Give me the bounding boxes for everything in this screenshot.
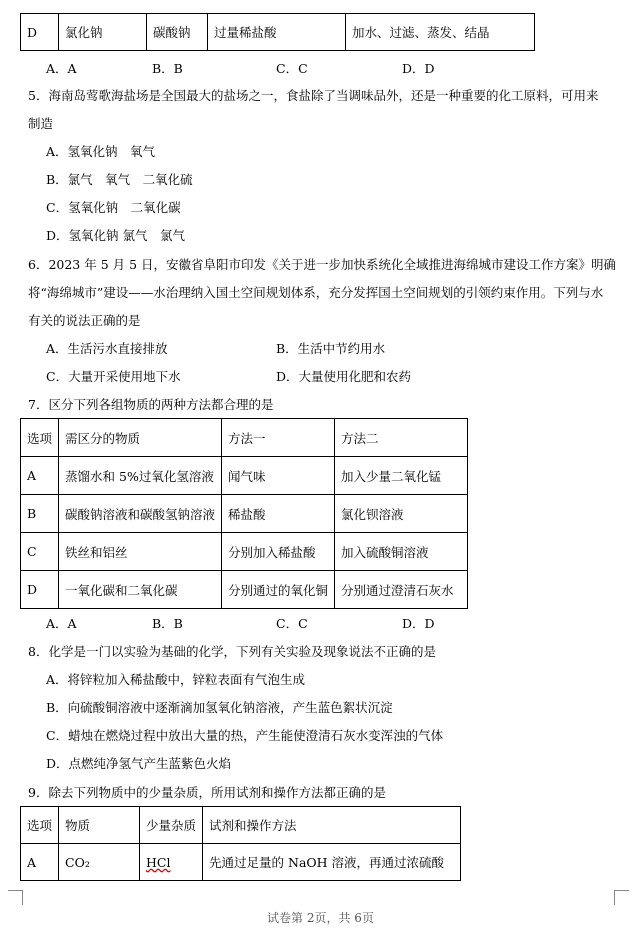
table-cell: 蒸馏水和 5%过氧化氢溶液: [59, 457, 222, 495]
table-row: [21, 571, 468, 609]
table-header-cell: 物质: [59, 807, 140, 844]
q6-option-c: C．大量开采使用地下水: [46, 369, 181, 384]
table-cell: 加水、过滤、蒸发、结晶: [346, 14, 535, 51]
q6-option-d: D．大量使用化肥和农药: [276, 369, 412, 384]
q7-option-a: A．A: [46, 616, 77, 631]
table-cell: 加入硫酸铜溶液: [335, 533, 468, 571]
table-header-cell: 方法二: [335, 419, 468, 457]
q4-option-b: B．B: [152, 61, 183, 76]
table-cell: 氯化钠: [59, 14, 147, 51]
q4-option-d: D．D: [402, 61, 435, 76]
q7-table: [20, 418, 468, 609]
q8-option-c: C．蜡烛在燃烧过程中放出大量的热，产生能使澄清石灰水变浑浊的气体: [46, 728, 444, 743]
table-cell: A: [21, 457, 59, 495]
table-header-cell: 试剂和操作方法: [203, 807, 461, 844]
table-cell: B: [21, 495, 59, 533]
q5-stem-line1: 5．海南岛莺歌海盐场是全国最大的盐场之一，食盐除了当调味品外，还是一种重要的化工原料，可用来: [28, 88, 599, 103]
q6-option-b: B．生活中节约用水: [276, 341, 386, 356]
crop-mark-right: [614, 890, 629, 905]
table-header-row: [21, 419, 468, 457]
q8-stem: 8．化学是一门以实验为基础的化学，下列有关实验及现象说法不正确的是: [28, 644, 436, 659]
table-cell: 分别加入稀盐酸: [222, 533, 335, 571]
table-cell: 加入少量二氧化锰: [335, 457, 468, 495]
table-cell: 分别通过澄清石灰水: [335, 571, 468, 609]
page-footer: 试卷第 2页，共 6页: [267, 911, 374, 925]
table-cell: 过量稀盐酸: [208, 14, 346, 51]
q7-stem: 7．区分下列各组物质的两种方法都合理的是: [28, 397, 274, 412]
q8-option-d: D．点燃纯净氢气产生蓝紫色火焰: [46, 756, 232, 771]
table-header-cell: 方法一: [222, 419, 335, 457]
table-cell: 碳酸钠: [147, 14, 208, 51]
table-header-cell: 选项: [21, 419, 59, 457]
table-row: [21, 14, 535, 51]
q5-stem-line2: 制造: [28, 116, 54, 131]
q5-option-d: D．氢氧化钠 氯气 氯气: [46, 228, 185, 243]
table-row: [21, 495, 468, 533]
q5-option-c: C．氢氧化钠 二氧化碳: [46, 200, 181, 215]
q8-option-a: A．将锌粒加入稀盐酸中，锌粒表面有气泡生成: [46, 672, 306, 687]
q6-stem-line3: 有关的说法正确的是: [28, 313, 141, 328]
q6-stem-line1: 6．2023 年 5 月 5 日，安徽省阜阳市印发《关于进一步加快系统化全域推进海绵城市建设工作方案》明确: [28, 257, 617, 272]
q4-table: [20, 13, 535, 51]
q7-option-b: B．B: [152, 616, 183, 631]
q6-option-a: A．生活污水直接排放: [46, 341, 168, 356]
crop-mark-left: [8, 890, 23, 905]
table-cell: C: [21, 533, 59, 571]
table-cell: HCl: [140, 844, 203, 881]
q9-stem: 9．除去下列物质中的少量杂质，所用试剂和操作方法都正确的是: [28, 785, 386, 800]
table-row: [21, 457, 468, 495]
table-cell: CO₂: [59, 844, 140, 881]
q4-option-a: A．A: [46, 61, 77, 76]
table-header-cell: 选项: [21, 807, 59, 844]
q5-option-b: B．氯气 氧气 二氧化硫: [46, 172, 193, 187]
table-cell: 一氧化碳和二氧化碳: [59, 571, 222, 609]
q8-option-b: B．向硫酸铜溶液中逐渐滴加氢氧化钠溶液，产生蓝色絮状沉淀: [46, 700, 393, 715]
q6-stem-line2: 将“海绵城市”建设——水治理纳入国土空间规划体系，充分发挥国土空间规划的引领约束作用。下列与水: [28, 285, 604, 300]
table-row: [21, 533, 468, 571]
table-cell: D: [21, 571, 59, 609]
q7-option-d: D．D: [402, 616, 435, 631]
table-cell: A: [21, 844, 59, 881]
table-cell: 分别通过的氧化铜: [222, 571, 335, 609]
table-cell: 先通过足量的 NaOH 溶液，再通过浓硫酸: [203, 844, 461, 881]
table-row: [21, 844, 461, 881]
table-cell: 稀盐酸: [222, 495, 335, 533]
table-cell: 氯化钡溶液: [335, 495, 468, 533]
q4-option-c: C．C: [276, 61, 308, 76]
table-header-cell: 少量杂质: [140, 807, 203, 844]
q7-option-c: C．C: [276, 616, 308, 631]
table-header-cell: 需区分的物质: [59, 419, 222, 457]
table-cell: 铁丝和铝丝: [59, 533, 222, 571]
q5-option-a: A．氢氧化钠 氧气: [46, 144, 156, 159]
table-header-row: [21, 807, 461, 844]
q9-table: [20, 806, 461, 881]
table-cell: D: [21, 14, 59, 51]
table-cell: 闻气味: [222, 457, 335, 495]
table-cell: 碳酸钠溶液和碳酸氢钠溶液: [59, 495, 222, 533]
